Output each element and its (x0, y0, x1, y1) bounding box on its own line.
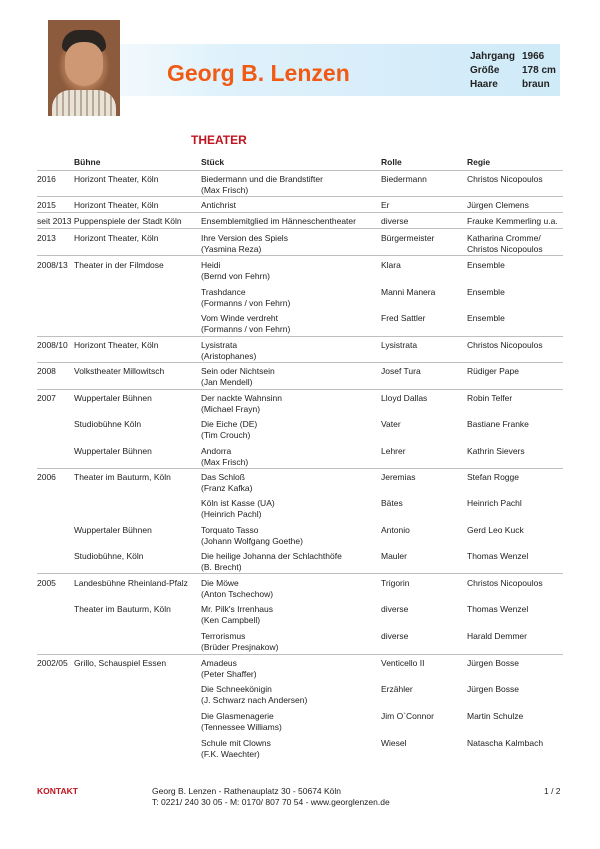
entry-role-line: Bürgermeister (381, 233, 435, 243)
entry-director-line: Thomas Wenzel (467, 604, 529, 614)
portrait-face (65, 42, 103, 86)
entry-play (201, 711, 282, 733)
entry-role-line: diverse (381, 216, 409, 226)
entry-year (37, 260, 68, 271)
entry-play (201, 287, 290, 309)
entry-play-line2: (Bernd von Fehrn) (201, 271, 270, 281)
entry-play-line: Sein oder Nichtsein (201, 366, 275, 376)
entry-director (467, 658, 519, 669)
entry-play (201, 313, 290, 335)
entry-venue-line: Theater in der Filmdose (74, 260, 164, 270)
entry-year-line: 2005 (37, 578, 56, 588)
entry-director (467, 684, 519, 695)
entry-play-line: Ensemblemitglied im Hänneschentheater (201, 216, 356, 226)
entry-venue (74, 419, 141, 430)
entry-year (37, 366, 56, 377)
entry-year-line: seit 2013 Puppenspiele der Stadt Köln (37, 216, 182, 226)
entry-role-line: Lloyd Dallas (381, 393, 428, 403)
entry-play-line2: (Johann Wolfgang Goethe) (201, 536, 303, 546)
entry-year (37, 658, 68, 669)
entry-director-line: Jürgen Bosse (467, 684, 519, 694)
entry-play-line2: (Formanns / von Fehrn) (201, 298, 291, 308)
page-number: 1 / 2 (544, 786, 561, 796)
entry-role-line: Antonio (381, 525, 410, 535)
entry-play-line2: (Max Frisch) (201, 185, 249, 195)
entry-director (467, 446, 525, 457)
entry-play-line: Der nackte Wahnsinn (201, 393, 282, 403)
entry-play-line: Trashdance (201, 287, 246, 297)
entry-play-line2: (B. Brecht) (201, 562, 242, 572)
row-divider (37, 170, 563, 171)
entry-play-line2: (Jan Mendell) (201, 377, 253, 387)
entry-venue (74, 658, 166, 669)
entry-play-line2: (Ken Campbell) (201, 615, 261, 625)
entry-role-line: Lehrer (381, 446, 406, 456)
entry-play-line: Lysistrata (201, 340, 238, 350)
entry-play-line: Die Möwe (201, 578, 239, 588)
fact-label: Größe (470, 65, 500, 76)
entry-role (381, 340, 417, 351)
entry-role (381, 658, 424, 669)
entry-venue (74, 340, 158, 351)
entry-play-line2: (Yasmina Reza) (201, 244, 262, 254)
entry-role (381, 216, 408, 227)
row-divider (37, 212, 563, 213)
entry-year-line: 2008 (37, 366, 56, 376)
entry-venue-line: Theater im Bauturm, Köln (74, 472, 171, 482)
entry-director (467, 631, 527, 642)
fact-row (470, 50, 556, 64)
person-name: Georg B. Lenzen (167, 60, 350, 86)
row-divider (37, 255, 563, 256)
entry-play (201, 260, 270, 282)
entry-role-line: Jim O`Connor (381, 711, 434, 721)
entry-role (381, 174, 427, 185)
entry-role (381, 604, 408, 615)
row-divider (37, 389, 563, 390)
entry-director-line: Ensemble (467, 260, 505, 270)
entry-play-line: Biedermann und die Brandstifter (201, 174, 323, 184)
entry-year-line: 2016 (37, 174, 56, 184)
row-divider (37, 336, 563, 337)
row-divider (37, 228, 563, 229)
personal-facts (470, 50, 556, 92)
entry-venue-line: Horizont Theater, Köln (74, 200, 159, 210)
entry-director-line: Katharina Cromme/ (467, 233, 541, 243)
fact-value: 1966 (522, 51, 545, 62)
entry-director (467, 200, 529, 211)
entry-play-line: Heidi (201, 260, 221, 270)
entry-director (467, 604, 528, 615)
entry-role (381, 738, 407, 749)
entry-year-line: 2015 (37, 200, 56, 210)
entry-director (467, 313, 505, 324)
entry-play-line: Amadeus (201, 658, 237, 668)
entry-play (201, 472, 253, 494)
entry-venue (74, 260, 164, 271)
row-divider (37, 196, 563, 197)
entry-role (381, 366, 421, 377)
entry-role (381, 551, 407, 562)
entry-role-line: diverse (381, 631, 409, 641)
entry-play-line: Köln ist Kasse (UA) (201, 498, 275, 508)
entry-role (381, 446, 406, 457)
entry-venue-line: Wuppertaler Bühnen (74, 446, 152, 456)
entry-year-line: 2006 (37, 472, 56, 482)
entry-play-line2: (F.K. Waechter) (201, 749, 260, 759)
entry-role (381, 393, 427, 404)
entry-play-line: Andorra (201, 446, 232, 456)
entry-year (37, 200, 56, 211)
entry-role (381, 233, 434, 244)
entry-director (467, 233, 543, 255)
entry-play-line: Die heilige Johanna der Schlachthöfe (201, 551, 342, 561)
entry-play (201, 174, 323, 196)
entry-role (381, 525, 410, 536)
entry-role (381, 711, 434, 722)
entry-venue (74, 578, 188, 589)
entry-director-line: Robin Telfer (467, 393, 513, 403)
entry-year-line: 2007 (37, 393, 56, 403)
entry-director-line: Christos Nicopoulos (467, 174, 543, 184)
entry-director-line: Ensemble (467, 287, 505, 297)
entry-role (381, 419, 401, 430)
fact-value: 178 cm (522, 65, 556, 76)
entry-director (467, 578, 543, 589)
entry-role-line: Er (381, 200, 390, 210)
footer-contact-label: KONTAKT (37, 786, 78, 796)
entry-director-line: Jürgen Bosse (467, 658, 519, 668)
entry-role-line: Trigorin (381, 578, 410, 588)
entry-venue (74, 525, 152, 536)
entry-director-line: Ensemble (467, 313, 505, 323)
entry-play (201, 233, 288, 255)
entry-director-line: Martin Schulze (467, 711, 524, 721)
entry-year-line: 2013 (37, 233, 56, 243)
entry-year (37, 340, 68, 351)
row-divider (37, 362, 563, 363)
entry-director-line: Harald Demmer (467, 631, 527, 641)
entry-venue (74, 604, 171, 615)
entry-role-line: Bätes (381, 498, 403, 508)
entry-play (201, 216, 356, 227)
footer-phone-line: T: 0221/ 240 30 05 - M: 0170/ 807 70 54 - www.georglenzen.de (152, 797, 390, 807)
entry-year (37, 216, 182, 227)
entry-play-line: Mr. Pilk's Irrenhaus (201, 604, 274, 614)
entry-director-line: Thomas Wenzel (467, 551, 529, 561)
entry-director-line: Rüdiger Pape (467, 366, 519, 376)
entry-play-line2: (Tim Crouch) (201, 430, 251, 440)
entry-play (201, 446, 248, 468)
entry-director (467, 551, 528, 562)
entry-director-line: Jürgen Clemens (467, 200, 529, 210)
entry-play-line2: (J. Schwarz nach Andersen) (201, 695, 308, 705)
entry-director-line2: Christos Nicopoulos (467, 244, 543, 254)
entry-director (467, 216, 558, 227)
entry-play (201, 578, 273, 600)
entry-play-line2: (Anton Tschechow) (201, 589, 274, 599)
fact-value: braun (522, 79, 550, 90)
footer-contact (152, 786, 390, 808)
entry-director (467, 711, 523, 722)
entry-role-line: Fred Sattler (381, 313, 426, 323)
entry-venue-line: Volkstheater Millowitsch (74, 366, 165, 376)
entry-play (201, 525, 303, 547)
entry-role-line: Vater (381, 419, 401, 429)
entry-venue-line: Landesbühne Rheinland-Pfalz (74, 578, 188, 588)
entry-venue (74, 551, 143, 562)
entry-play-line: Die Eiche (DE) (201, 419, 258, 429)
entry-play-line2: (Aristophanes) (201, 351, 257, 361)
entry-director-line: Gerd Leo Kuck (467, 525, 524, 535)
entry-play (201, 200, 236, 211)
entry-role (381, 313, 425, 324)
entry-venue (74, 366, 164, 377)
entry-role (381, 684, 413, 695)
entry-director-line: Christos Nicopoulos (467, 340, 543, 350)
entry-play-line: Ihre Version des Spiels (201, 233, 288, 243)
entry-year (37, 233, 56, 244)
entry-venue (74, 446, 152, 457)
entry-role-line: Erzähler (381, 684, 413, 694)
entry-director (467, 340, 543, 351)
entry-play-line2: (Franz Kafka) (201, 483, 253, 493)
entry-play (201, 551, 342, 573)
entry-play (201, 366, 275, 388)
entry-play (201, 658, 257, 680)
portrait-shirt (52, 90, 116, 116)
entry-play (201, 498, 275, 520)
entry-year (37, 174, 56, 185)
entry-venue (74, 174, 158, 185)
entry-play-line: Schule mit Clowns (201, 738, 271, 748)
entry-role (381, 260, 401, 271)
entry-venue-line: Studiobühne, Köln (74, 551, 144, 561)
entry-role-line: Mauler (381, 551, 407, 561)
fact-label: Haare (470, 79, 498, 90)
entry-year-line: 2008/10 (37, 340, 68, 350)
entry-venue-line: Studiobühne Köln (74, 419, 142, 429)
entry-year-line: 2002/05 (37, 658, 68, 668)
entry-director (467, 419, 529, 430)
column-header-rolle: Rolle (381, 157, 402, 167)
entry-role-line: Jeremias (381, 472, 416, 482)
entry-play-line: Das Schloß (201, 472, 245, 482)
entry-director (467, 393, 512, 404)
entry-director-line: Stefan Rogge (467, 472, 519, 482)
entry-play (201, 631, 278, 653)
entry-role (381, 287, 435, 298)
entry-play-line2: (Peter Shaffer) (201, 669, 257, 679)
entry-role-line: Josef Tura (381, 366, 421, 376)
portrait-photo (48, 20, 120, 116)
entry-director (467, 366, 519, 377)
entry-director (467, 287, 505, 298)
entry-play (201, 393, 282, 415)
entry-year (37, 578, 56, 589)
fact-label: Jahrgang (470, 51, 516, 62)
column-header-stueck: Stück (201, 157, 225, 167)
entry-director (467, 472, 519, 483)
entry-role-line: Klara (381, 260, 401, 270)
entry-play-line: Torquato Tasso (201, 525, 259, 535)
entry-role-line: Manni Manera (381, 287, 436, 297)
entry-director-line: Kathrin Sievers (467, 446, 525, 456)
entry-venue-line: Horizont Theater, Köln (74, 233, 159, 243)
entry-play (201, 684, 307, 706)
entry-play-line2: (Max Frisch) (201, 457, 249, 467)
entry-venue-line: Wuppertaler Bühnen (74, 393, 152, 403)
entry-venue-line: Horizont Theater, Köln (74, 174, 159, 184)
entry-director (467, 498, 522, 509)
entry-play-line: Vom Winde verdreht (201, 313, 279, 323)
column-header-buehne: Bühne (74, 157, 101, 167)
entry-role (381, 578, 410, 589)
entry-play-line: Terrorismus (201, 631, 246, 641)
entry-role-line: diverse (381, 604, 409, 614)
entry-director-line: Natascha Kalmbach (467, 738, 544, 748)
fact-row (470, 64, 556, 78)
entry-role (381, 200, 390, 211)
entry-play-line2: (Tennessee Williams) (201, 722, 282, 732)
column-header-regie: Regie (467, 157, 491, 167)
row-divider (37, 654, 563, 655)
entry-venue-line: Horizont Theater, Köln (74, 340, 159, 350)
entry-director (467, 260, 505, 271)
entry-year (37, 472, 56, 483)
entry-year-line: 2008/13 (37, 260, 68, 270)
entry-venue (74, 393, 152, 404)
entry-role-line: Wiesel (381, 738, 407, 748)
entry-play-line2: (Michael Frayn) (201, 404, 261, 414)
row-divider (37, 573, 563, 574)
entry-play-line: Die Glasmenagerie (201, 711, 274, 721)
entry-director (467, 738, 543, 749)
entry-role (381, 631, 408, 642)
entry-play-line2: (Brüder Presjnakow) (201, 642, 279, 652)
entry-venue-line: Theater im Bauturm, Köln (74, 604, 171, 614)
entry-venue (74, 200, 158, 211)
entry-play-line2: (Heinrich Pachl) (201, 509, 262, 519)
entry-director (467, 174, 543, 185)
entry-director-line: Heinrich Pachl (467, 498, 522, 508)
entry-play (201, 604, 273, 626)
entry-play (201, 738, 271, 760)
entry-director-line: Bastiane Franke (467, 419, 529, 429)
entry-play (201, 340, 256, 362)
entry-venue-line: Wuppertaler Bühnen (74, 525, 152, 535)
entry-play (201, 419, 257, 441)
entry-role-line: Venticello II (381, 658, 425, 668)
entry-role (381, 472, 415, 483)
entry-year (37, 393, 56, 404)
entry-venue-line: Grillo, Schauspiel Essen (74, 658, 167, 668)
fact-row (470, 78, 556, 92)
entry-role (381, 498, 403, 509)
entry-role-line: Biedermann (381, 174, 427, 184)
entry-venue (74, 233, 158, 244)
entry-role-line: Lysistrata (381, 340, 418, 350)
footer-address-line: Georg B. Lenzen - Rathenauplatz 30 - 50674 Köln (152, 786, 342, 796)
entry-play-line: Die Schneekönigin (201, 684, 272, 694)
entry-play-line2: (Formanns / von Fehrn) (201, 324, 291, 334)
row-divider (37, 468, 563, 469)
entry-director-line: Christos Nicopoulos (467, 578, 543, 588)
entry-play-line: Antichrist (201, 200, 236, 210)
entry-director-line: Frauke Kemmerling u.a. (467, 216, 558, 226)
entry-venue (74, 472, 171, 483)
section-title: THEATER (191, 133, 247, 147)
entry-director (467, 525, 524, 536)
